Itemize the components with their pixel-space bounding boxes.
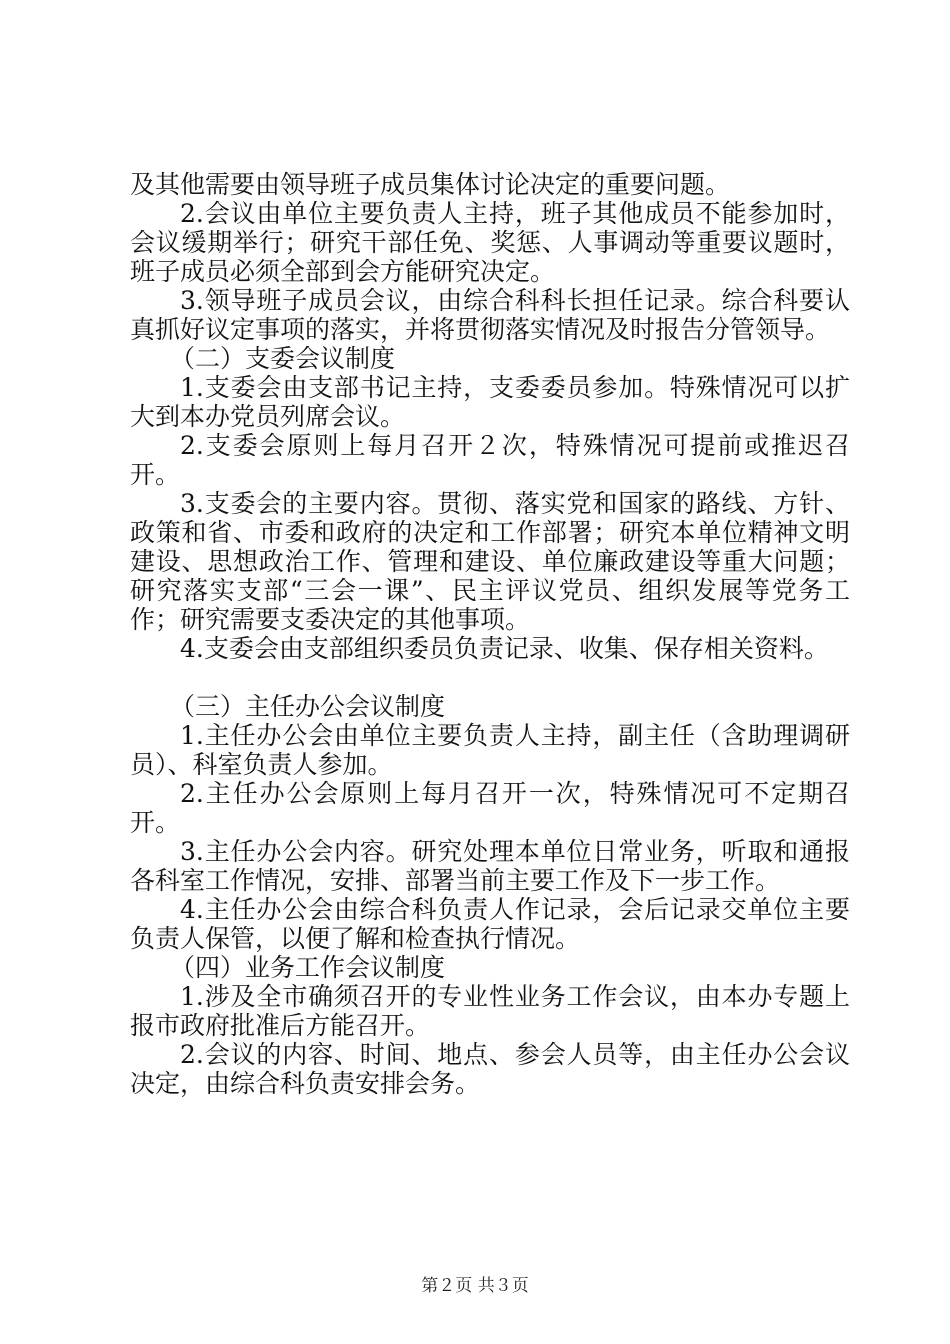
- paragraph-item: 3.领导班子成员会议，由综合科科长担任记录。综合科要认真抓好议定事项的落实，并将贯彻落实情况及时报告分管领导。: [130, 286, 850, 344]
- paragraph-item: 3.主任办公会内容。研究处理本单位日常业务，听取和通报各科室工作情况，安排、部署当前主要工作及下一步工作。: [130, 837, 850, 895]
- paragraph-item: 2.主任办公会原则上每月召开一次，特殊情况可不定期召开。: [130, 779, 850, 837]
- section-heading: （三）主任办公会议制度: [170, 692, 446, 721]
- paragraph-item: 1.主任办公会由单位主要负责人主持，副主任（含助理调研员）、科室负责人参加。: [130, 721, 850, 779]
- paragraph-item: 2.支委会原则上每月召开２次，特殊情况可提前或推迟召开。: [130, 431, 850, 489]
- document-body: [130, 170, 850, 1098]
- paragraph-item: 1.涉及全市确须召开的专业性业务工作会议，由本办专题上报市政府批准后方能召开。: [130, 982, 850, 1040]
- paragraph-item: 1.支委会由支部书记主持，支委委员参加。特殊情况可以扩大到本办党员列席会议。: [130, 373, 850, 431]
- section-heading: （四）业务工作会议制度: [170, 953, 446, 982]
- paragraph-item: 2.会议由单位主要负责人主持，班子其他成员不能参加时，会议缓期举行；研究干部任免、奖惩、人事调动等重要议题时，班子成员必须全部到会方能研究决定。: [130, 199, 850, 286]
- paragraph-item: 3.支委会的主要内容。贯彻、落实党和国家的路线、方针、政策和省、市委和政府的决定和工作部署；研究本单位精神文明建设、思想政治工作、管理和建设、单位廉政建设等重大问题；研究落实支部“三会一课”、民主评议党员、组织发展等党务工作；研究需要支委决定的其他事项。: [130, 489, 850, 634]
- section-heading: （二）支委会议制度: [170, 344, 396, 373]
- paragraph-continuation: 及其他需要由领导班子成员集体讨论决定的重要问题。: [130, 170, 731, 199]
- blank-line: [130, 663, 850, 692]
- page-number: 第２页 共３页: [421, 1276, 529, 1296]
- paragraph-item: 4.主任办公会由综合科负责人作记录，会后记录交单位主要负责人保管，以便了解和检查执行情况。: [130, 895, 850, 953]
- paragraph-item: 4.支委会由支部组织委员负责记录、收集、保存相关资料。: [180, 634, 829, 663]
- paragraph-item: 2.会议的内容、时间、地点、参会人员等，由主任办公会议决定，由综合科负责安排会务。: [130, 1040, 850, 1098]
